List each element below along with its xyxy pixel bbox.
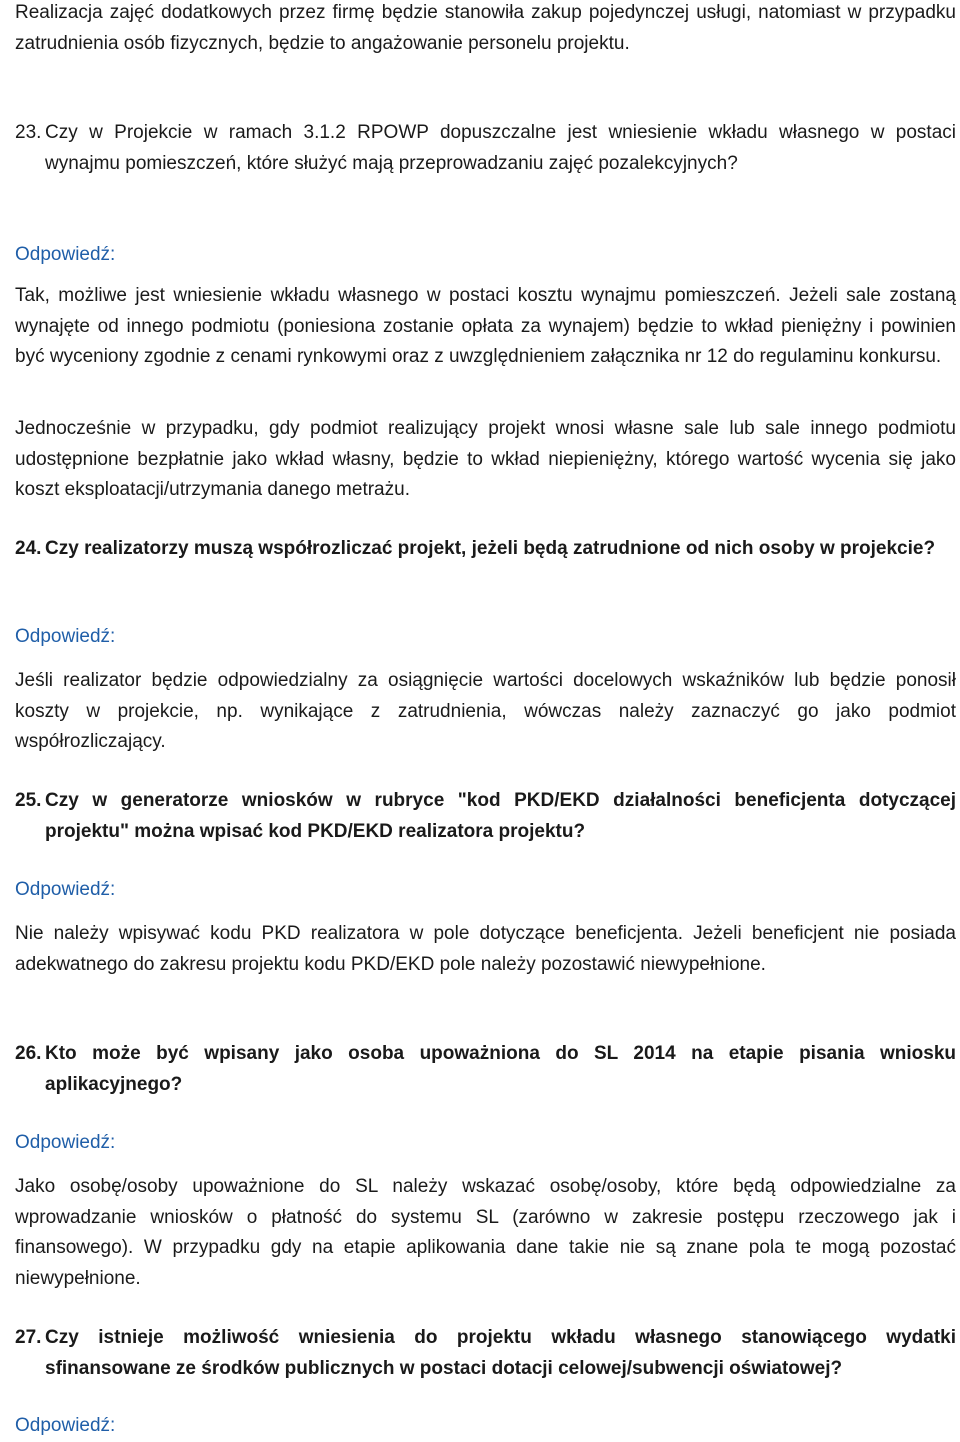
question-number: 26. (15, 1043, 42, 1064)
question-text: Czy w Projekcie w ramach 3.1.2 RPOWP dopuszczalne jest wniesienie wkładu własnego w postaci wynajmu pomieszczeń, które służyć mają przeprowadzaniu zajęć pozalekcyjnych? (45, 122, 956, 174)
answer-label: Odpowiedź: (15, 879, 116, 900)
question-number: 23. (15, 122, 42, 143)
intro-paragraph: Realizacja zajęć dodatkowych przez firmę będzie stanowiła zakup pojedynczej usługi, natomiast w przypadku zatrudnienia osób fizycznych, będzie to angażowanie personelu projektu. (15, 2, 956, 54)
answer-paragraph: Jeśli realizator będzie odpowiedzialny za osiągnięcie wartości docelowych wskaźników lub będzie ponosił koszty w projekcie, np. wynikające z zatrudnienia, wówczas należy zaznaczyć go jako podmiot współrozliczający. (15, 670, 956, 752)
question-number: 25. (15, 790, 42, 811)
answer-paragraph: Jako osobę/osoby upoważnione do SL należy wskazać osobę/osoby, które będą odpowiedzialne za wprowadzanie wniosków o płatność do systemu SL (zarówno w zakresie postępu rzeczowego jak i finansowego). W przypadku gdy na etapie aplikowania dane takie nie są znane pola te mogą pozostać niewypełnione. (15, 1176, 956, 1289)
answer-label: Odpowiedź: (15, 244, 116, 265)
answer-paragraph: Tak, możliwe jest wniesienie wkładu własnego w postaci kosztu wynajmu pomieszczeń. Jeżeli sale zostaną wynajęte od innego podmiotu (poniesiona zostanie opłata za wynajem) będzie to wkład pieniężny i powinien być wyceniony zgodnie z cenami rynkowymi oraz z uwzględnieniem załącznika nr 12 do regulaminu konkursu. (15, 285, 956, 367)
question-27 (15, 1323, 956, 1384)
answer-paragraph: Jednocześnie w przypadku, gdy podmiot realizujący projekt wnosi własne sale lub sale innego podmiotu udostępnione bezpłatnie jako wkład własny, będzie to wkład niepieniężny, którego wartość wycenia się jako koszt eksploatacji/utrzymania danego metrażu. (15, 418, 956, 500)
answer-label: Odpowiedź: (15, 626, 116, 647)
question-text: Czy istnieje możliwość wniesienia do projektu wkładu własnego stanowiącego wydatki sfinansowane ze środków publicznych w postaci dotacji celowej/subwencji oświatowej? (45, 1327, 956, 1379)
answer-label: Odpowiedź: (15, 1132, 116, 1153)
question-26 (15, 1039, 956, 1100)
question-text: Czy w generatorze wniosków w rubryce "kod PKD/EKD działalności beneficjenta dotyczącej projektu" można wpisać kod PKD/EKD realizatora projektu? (45, 790, 956, 842)
question-text: Czy realizatorzy muszą współrozliczać projekt, jeżeli będą zatrudnione od nich osoby w projekcie? (45, 538, 936, 559)
question-25 (15, 786, 956, 847)
question-number: 24. (15, 538, 42, 559)
question-24 (15, 534, 956, 565)
answer-paragraph: Nie należy wpisywać kodu PKD realizatora w pole dotyczące beneficjenta. Jeżeli beneficjent nie posiada adekwatnego do zakresu projektu kodu PKD/EKD pole należy pozostawić niewypełnione. (15, 923, 956, 975)
question-23 (15, 118, 956, 179)
answer-label: Odpowiedź: (15, 1415, 116, 1436)
question-text: Kto może być wpisany jako osoba upoważniona do SL 2014 na etapie pisania wniosku aplikacyjnego? (45, 1043, 956, 1095)
question-number: 27. (15, 1327, 42, 1348)
